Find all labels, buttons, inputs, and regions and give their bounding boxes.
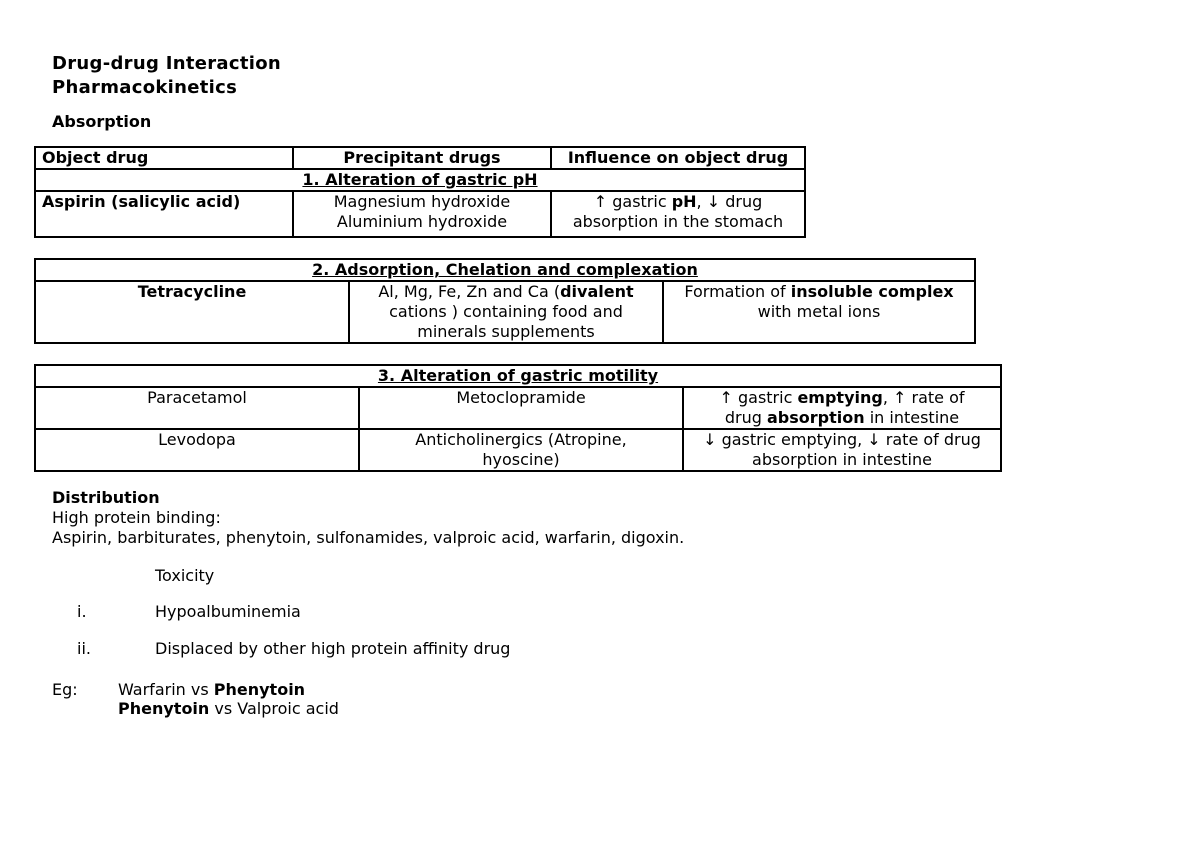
example-line [118, 699, 339, 719]
precipitant-text: cations ) containing food and [389, 302, 623, 321]
object-aspirin: Aspirin (salicylic acid) [35, 191, 293, 237]
precipitant-hyoscine: hyoscine) [482, 450, 560, 469]
influence-text: with metal ions [757, 302, 881, 321]
header-precipitant-drugs: Precipitant drugs [293, 147, 551, 169]
distribution-heading: Distribution [52, 488, 160, 507]
influence-ph: pH [671, 192, 697, 211]
precipitant-text: minerals supplements [417, 322, 595, 341]
header-object-drug: Object drug [35, 147, 293, 169]
influence-text: ↑ gastric [719, 388, 798, 407]
list-item: Hypoalbuminemia [155, 602, 301, 621]
influence-absorption: absorption [767, 408, 865, 427]
page-subtitle: Pharmacokinetics [52, 77, 238, 98]
section-motility: 3. Alteration of gastric motility [377, 366, 659, 385]
influence-insoluble-complex: insoluble complex [790, 282, 954, 301]
chelation-table [34, 258, 976, 344]
eg-label: Eg: [52, 680, 78, 699]
influence-cell [683, 429, 1001, 471]
precipitant-cell [293, 191, 551, 237]
list-marker: ii. [77, 639, 91, 658]
precipitant-cell [349, 281, 663, 343]
gastric-ph-table [34, 146, 806, 238]
absorption-heading: Absorption [52, 112, 152, 131]
page-title: Drug-drug Interaction [52, 53, 281, 74]
influence-text: , ↑ rate of [882, 388, 965, 407]
distribution-line: Aspirin, barbiturates, phenytoin, sulfonamides, valproic acid, warfarin, digoxin. [52, 528, 685, 547]
object-levodopa: Levodopa [35, 429, 359, 471]
influence-emptying: emptying [797, 388, 883, 407]
example-text: Warfarin vs [118, 680, 214, 699]
precipitant-mg-hydroxide: Magnesium hydroxide [333, 192, 511, 211]
precipitant-cell [359, 429, 683, 471]
precipitant-anticholinergics: Anticholinergics (Atropine, [415, 430, 627, 449]
influence-text: ↑ gastric [593, 192, 672, 211]
example-drug: Phenytoin [118, 699, 210, 718]
toxicity-label: Toxicity [155, 566, 215, 585]
object-tetracycline: Tetracycline [35, 281, 349, 343]
section-gastric-ph: 1. Alteration of gastric pH [302, 170, 538, 189]
influence-text: absorption in the stomach [572, 212, 784, 231]
influence-text: , ↓ drug [696, 192, 763, 211]
gastric-motility-table [34, 364, 1002, 472]
object-paracetamol: Paracetamol [35, 387, 359, 429]
influence-cell [683, 387, 1001, 429]
example-text: vs Valproic acid [209, 699, 339, 718]
influence-text: Formation of [684, 282, 791, 301]
precipitant-text: Al, Mg, Fe, Zn and Ca ( [378, 282, 561, 301]
header-influence: Influence on object drug [551, 147, 805, 169]
influence-text: ↓ gastric emptying, ↓ rate of drug [703, 430, 981, 449]
section-chelation: 2. Adsorption, Chelation and complexation [312, 260, 698, 279]
influence-cell [551, 191, 805, 237]
example-drug: Phenytoin [213, 680, 306, 699]
precipitant-al-hydroxide: Aluminium hydroxide [336, 212, 508, 231]
list-item: Displaced by other high protein affinity drug [155, 639, 511, 658]
influence-text: absorption in intestine [752, 450, 932, 469]
influence-text: drug [724, 408, 767, 427]
example-line [118, 680, 305, 700]
precipitant-metoclopramide: Metoclopramide [359, 387, 683, 429]
list-marker: i. [77, 602, 87, 621]
precipitant-divalent: divalent [560, 282, 634, 301]
influence-cell [663, 281, 975, 343]
distribution-line: High protein binding: [52, 508, 221, 527]
influence-text: in intestine [864, 408, 960, 427]
